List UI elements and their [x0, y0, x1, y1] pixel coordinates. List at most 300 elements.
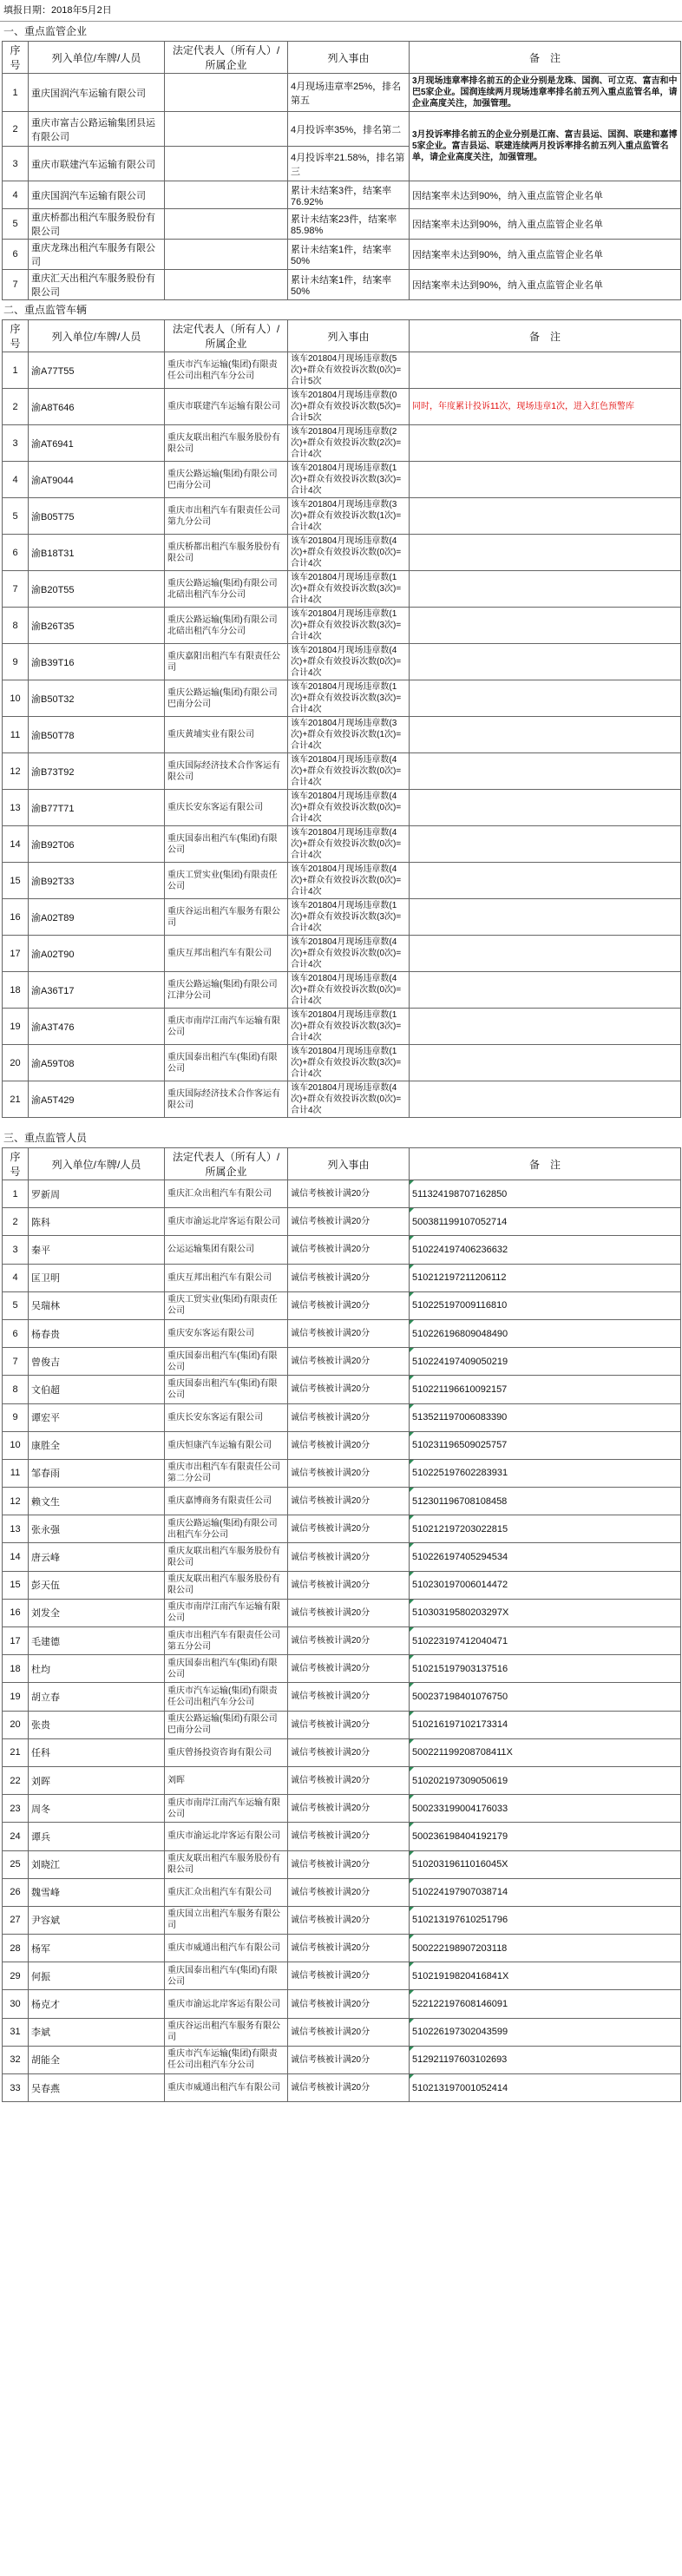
- table-row: [3, 1208, 681, 1236]
- row-note: 510202197309050619: [410, 1766, 681, 1794]
- row-reason: 诚信考核被计满20分: [288, 1571, 410, 1599]
- row-no: 27: [3, 1906, 29, 1934]
- table-row: [3, 1906, 681, 1934]
- table-row: [3, 1850, 681, 1878]
- row-no: 17: [3, 1627, 29, 1655]
- row-note: 51021919820416841X: [410, 1962, 681, 1990]
- table-row: [3, 1711, 681, 1738]
- row-unit: 何振: [29, 1962, 165, 1990]
- row-no: 6: [3, 240, 29, 270]
- row-unit: 罗新周: [29, 1180, 165, 1208]
- row-unit: 渝B92T33: [29, 863, 165, 899]
- row-reason: 4月投诉率21.58%，排名第三: [288, 147, 410, 181]
- row-unit: 渝B50T32: [29, 680, 165, 717]
- table-row: [3, 1488, 681, 1515]
- row-owner: 重庆国际经济技术合作客运有限公司: [165, 753, 288, 790]
- row-no: 6: [3, 1319, 29, 1347]
- row-no: 5: [3, 1291, 29, 1319]
- row-reason: 诚信考核被计满20分: [288, 1403, 410, 1431]
- row-no: 9: [3, 1403, 29, 1431]
- row-owner: 重庆市联建汽车运输有限公司: [165, 389, 288, 425]
- row-unit: 唐云峰: [29, 1543, 165, 1571]
- row-no: 11: [3, 717, 29, 753]
- row-unit: 吴春燕: [29, 2074, 165, 2102]
- row-unit: 渝B20T55: [29, 571, 165, 608]
- row-note: 500222198907203118: [410, 1935, 681, 1962]
- row-unit: 邹春雨: [29, 1459, 165, 1487]
- row-owner: 重庆长安东客运有限公司: [165, 790, 288, 826]
- row-note: 511324198707162850: [410, 1180, 681, 1208]
- row-reason: 诚信考核被计满20分: [288, 1935, 410, 1962]
- row-owner: [165, 181, 288, 209]
- row-owner: [165, 240, 288, 270]
- row-owner: 重庆市出租汽车有限责任公司第二分公司: [165, 1459, 288, 1487]
- row-owner: 重庆市威通出租汽车有限公司: [165, 1935, 288, 1962]
- row-reason: 诚信考核被计满20分: [288, 1459, 410, 1487]
- row-reason: 累计未结案1件，结案率50%: [288, 270, 410, 300]
- row-no: 10: [3, 1431, 29, 1459]
- row-reason: 累计未结案23件，结案率85.98%: [288, 209, 410, 240]
- row-note: 510230197006014472: [410, 1571, 681, 1599]
- row-note: 510223197412040471: [410, 1627, 681, 1655]
- section1-title: 一、重点监管企业: [3, 25, 88, 37]
- row-owner: 重庆国泰出租汽车(集团)有限公司: [165, 1655, 288, 1683]
- row-owner: 重庆桥都出租汽车服务股份有限公司: [165, 535, 288, 571]
- row-unit: 毛建德: [29, 1627, 165, 1655]
- row-unit: 谭宏平: [29, 1403, 165, 1431]
- row-unit: 渝AT6941: [29, 425, 165, 462]
- row-reason: 诚信考核被计满20分: [288, 1823, 410, 1850]
- row-note: [410, 790, 681, 826]
- row-reason: 诚信考核被计满20分: [288, 1683, 410, 1711]
- section3-table: [2, 1147, 681, 2102]
- row-note: 510226197302043599: [410, 2018, 681, 2046]
- header-reason: 列入事由: [288, 320, 410, 352]
- row-unit: 渝B05T75: [29, 498, 165, 535]
- row-no: 8: [3, 608, 29, 644]
- table-row: [3, 1403, 681, 1431]
- row-no: 3: [3, 425, 29, 462]
- row-reason: 4月投诉率35%，排名第二: [288, 112, 410, 147]
- row-reason: 诚信考核被计满20分: [288, 2074, 410, 2102]
- row-reason: 该车201804月现场违章数(4次)+群众有效投诉次数(0次)=合计4次: [288, 644, 410, 680]
- row-owner: 重庆长安东客运有限公司: [165, 1403, 288, 1431]
- row-owner: 重庆曾扬投资咨询有限公司: [165, 1738, 288, 1766]
- table-row: [3, 608, 681, 644]
- row-unit: 渝A5T429: [29, 1081, 165, 1118]
- row-note: 510225197602283931: [410, 1459, 681, 1487]
- table-row: [3, 1655, 681, 1683]
- row-reason: 累计未结案3件，结案率76.92%: [288, 181, 410, 209]
- row-no: 16: [3, 1599, 29, 1626]
- row-owner: 重庆国泰出租汽车(集团)有限公司: [165, 826, 288, 863]
- table-row: [3, 571, 681, 608]
- table-row: [3, 1571, 681, 1599]
- table-row: [3, 936, 681, 972]
- row-unit: 陈科: [29, 1208, 165, 1236]
- row-reason: 诚信考核被计满20分: [288, 1348, 410, 1376]
- row-unit: 尹容斌: [29, 1906, 165, 1934]
- row-note: 510231196509025757: [410, 1431, 681, 1459]
- row-note: 510226197405294534: [410, 1543, 681, 1571]
- row-no: 10: [3, 680, 29, 717]
- row-note: [410, 352, 681, 389]
- row-unit: 匡卫明: [29, 1264, 165, 1291]
- row-reason: 该车201804月现场违章数(4次)+群众有效投诉次数(0次)=合计4次: [288, 863, 410, 899]
- row-owner: 重庆公路运输(集团)有限公司巴南分公司: [165, 462, 288, 498]
- row-unit: 渝AT9044: [29, 462, 165, 498]
- table-row: [3, 972, 681, 1009]
- row-owner: 重庆国泰出租汽车(集团)有限公司: [165, 1045, 288, 1081]
- row-note: [410, 753, 681, 790]
- row-owner: 重庆工贸实业(集团)有限责任公司: [165, 1291, 288, 1319]
- row-note: [410, 644, 681, 680]
- row-note: 3月投诉率排名前五的企业分别是江南、富吉县运、国润、联建和嘉博5家企业。富吉县运、联建连续两月投诉率排名前五列入重点监管名单，请企业高度关注，加强管理。: [410, 112, 681, 181]
- table-row: [3, 1990, 681, 2018]
- row-owner: 重庆工贸实业(集团)有限责任公司: [165, 863, 288, 899]
- row-owner: 重庆市汽车运输(集团)有限责任公司出租汽车分公司: [165, 2046, 288, 2073]
- row-no: 15: [3, 1571, 29, 1599]
- row-reason: 该车201804月现场违章数(3次)+群众有效投诉次数(1次)=合计4次: [288, 498, 410, 535]
- row-owner: 重庆恒康汽车运输有限公司: [165, 1431, 288, 1459]
- row-note: 510226196809048490: [410, 1319, 681, 1347]
- row-no: 31: [3, 2018, 29, 2046]
- table-row: [3, 1180, 681, 1208]
- row-no: 9: [3, 644, 29, 680]
- row-no: 14: [3, 1543, 29, 1571]
- row-note: 500237198401076750: [410, 1683, 681, 1711]
- header-no: 序号: [3, 1148, 29, 1180]
- row-no: 32: [3, 2046, 29, 2073]
- row-unit: 胡能全: [29, 2046, 165, 2073]
- row-reason: 诚信考核被计满20分: [288, 2018, 410, 2046]
- table-row: [3, 1236, 681, 1264]
- row-owner: 重庆国泰出租汽车(集团)有限公司: [165, 1962, 288, 1990]
- table-row: [3, 1459, 681, 1487]
- row-reason: 诚信考核被计满20分: [288, 1962, 410, 1990]
- table-row: [3, 680, 681, 717]
- row-no: 15: [3, 863, 29, 899]
- row-owner: 重庆公路运输(集团)有限公司巴南分公司: [165, 1711, 288, 1738]
- row-note: 522122197608146091: [410, 1990, 681, 2018]
- table-row: [3, 753, 681, 790]
- row-no: 19: [3, 1009, 29, 1045]
- row-note: 510213197610251796: [410, 1906, 681, 1934]
- row-reason: 诚信考核被计满20分: [288, 1795, 410, 1823]
- row-owner: 重庆国立出租汽车服务有限公司: [165, 1906, 288, 1934]
- row-owner: 重庆公路运输(集团)有限公司出租汽车分公司: [165, 1515, 288, 1543]
- row-no: 23: [3, 1795, 29, 1823]
- row-reason: 诚信考核被计满20分: [288, 1180, 410, 1208]
- row-unit: 重庆汇天出租汽车服务股份有限公司: [29, 270, 165, 300]
- header-no: 序号: [3, 42, 29, 74]
- row-owner: 重庆嘉阳出租汽车有限责任公司: [165, 644, 288, 680]
- row-owner: 重庆友联出租汽车服务股份有限公司: [165, 1543, 288, 1571]
- row-note: 因结案率未达到90%，纳入重点监管企业名单: [410, 209, 681, 240]
- row-unit: 渝B26T35: [29, 608, 165, 644]
- row-note: [410, 1045, 681, 1081]
- row-unit: 渝A8T646: [29, 389, 165, 425]
- row-reason: 该车201804月现场违章数(3次)+群众有效投诉次数(1次)=合计4次: [288, 717, 410, 753]
- row-owner: 重庆市出租汽车有限责任公司第五分公司: [165, 1627, 288, 1655]
- row-owner: 重庆汇众出租汽车有限公司: [165, 1878, 288, 1906]
- row-reason: 该车201804月现场违章数(1次)+群众有效投诉次数(3次)=合计4次: [288, 1045, 410, 1081]
- row-reason: 诚信考核被计满20分: [288, 1264, 410, 1291]
- row-no: 24: [3, 1823, 29, 1850]
- table-row: [3, 1627, 681, 1655]
- row-unit: 渝A36T17: [29, 972, 165, 1009]
- row-unit: 胡立春: [29, 1683, 165, 1711]
- table-row: [3, 1962, 681, 1990]
- row-unit: 重庆市联建汽车运输有限公司: [29, 147, 165, 181]
- header-reason: 列入事由: [288, 1148, 410, 1180]
- row-unit: 康胜全: [29, 1431, 165, 1459]
- row-owner: 重庆市渝运北岸客运有限公司: [165, 1208, 288, 1236]
- row-note: 3月现场违章率排名前五的企业分别是龙珠、国润、可立克、富吉和中巴5家企业。国润连续两月现场违章率排名前五列入重点监管名单，请企业高度关注，加强管理。: [410, 74, 681, 112]
- header-reason: 列入事由: [288, 42, 410, 74]
- row-note: [410, 863, 681, 899]
- section3-title: 三、重点监管人员: [3, 1132, 88, 1144]
- row-unit: 曾俊吉: [29, 1348, 165, 1376]
- row-unit: 渝B39T16: [29, 644, 165, 680]
- row-unit: 周冬: [29, 1795, 165, 1823]
- row-note: [410, 462, 681, 498]
- row-reason: 诚信考核被计满20分: [288, 1208, 410, 1236]
- row-unit: 重庆国润汽车运输有限公司: [29, 181, 165, 209]
- row-note: [410, 608, 681, 644]
- row-no: 3: [3, 1236, 29, 1264]
- row-owner: 重庆公路运输(集团)有限公司北碚出租汽车分公司: [165, 571, 288, 608]
- row-no: 11: [3, 1459, 29, 1487]
- row-owner: [165, 209, 288, 240]
- row-reason: 该车201804月现场违章数(2次)+群众有效投诉次数(2次)=合计4次: [288, 425, 410, 462]
- row-unit: 渝B18T31: [29, 535, 165, 571]
- table-row: [3, 1795, 681, 1823]
- section2-title: 二、重点监管车辆: [3, 304, 88, 316]
- row-owner: 重庆国际经济技术合作客运有限公司: [165, 1081, 288, 1118]
- row-note: [410, 1081, 681, 1118]
- row-no: 7: [3, 571, 29, 608]
- row-unit: 刘晖: [29, 1766, 165, 1794]
- row-reason: 该车201804月现场违章数(4次)+群众有效投诉次数(0次)=合计4次: [288, 936, 410, 972]
- row-no: 21: [3, 1081, 29, 1118]
- row-note: 510224197409050219: [410, 1348, 681, 1376]
- row-note: 510215197903137516: [410, 1655, 681, 1683]
- row-owner: 重庆国泰出租汽车(集团)有限公司: [165, 1348, 288, 1376]
- header-owner: 法定代表人（所有人）/所属企业: [165, 42, 288, 74]
- row-no: 2: [3, 112, 29, 147]
- row-note: [410, 425, 681, 462]
- row-reason: 该车201804月现场违章数(4次)+群众有效投诉次数(0次)=合计4次: [288, 753, 410, 790]
- table-row: [3, 498, 681, 535]
- row-no: 1: [3, 1180, 29, 1208]
- row-reason: 诚信考核被计满20分: [288, 1906, 410, 1934]
- row-reason: 该车201804月现场违章数(4次)+群众有效投诉次数(0次)=合计4次: [288, 826, 410, 863]
- fill-date: 填报日期：2018年5月2日: [0, 0, 682, 22]
- row-no: 7: [3, 270, 29, 300]
- row-owner: 重庆市威通出租汽车有限公司: [165, 2074, 288, 2102]
- row-reason: 该车201804月现场违章数(1次)+群众有效投诉次数(3次)=合计4次: [288, 680, 410, 717]
- row-no: 2: [3, 389, 29, 425]
- row-unit: 渝B92T06: [29, 826, 165, 863]
- table-row: [3, 1878, 681, 1906]
- row-unit: 刘发全: [29, 1599, 165, 1626]
- row-unit: 魏雪峰: [29, 1878, 165, 1906]
- row-note: 51030319580203297X: [410, 1599, 681, 1626]
- row-unit: 重庆龙珠出租汽车服务有限公司: [29, 240, 165, 270]
- row-owner: 刘晖: [165, 1766, 288, 1794]
- row-reason: 诚信考核被计满20分: [288, 1738, 410, 1766]
- row-no: 2: [3, 1208, 29, 1236]
- table-row: [3, 1515, 681, 1543]
- row-owner: 重庆市南岸江南汽车运输有限公司: [165, 1599, 288, 1626]
- row-reason: 诚信考核被计满20分: [288, 1599, 410, 1626]
- table-row: [3, 1009, 681, 1045]
- header-note: 备 注: [410, 320, 681, 352]
- row-no: 33: [3, 2074, 29, 2102]
- table-row: [3, 644, 681, 680]
- row-no: 20: [3, 1045, 29, 1081]
- row-owner: [165, 147, 288, 181]
- table-row: [3, 1738, 681, 1766]
- row-unit: 杨克才: [29, 1990, 165, 2018]
- row-note: [410, 717, 681, 753]
- row-no: 1: [3, 352, 29, 389]
- row-unit: 渝A3T476: [29, 1009, 165, 1045]
- row-reason: 诚信考核被计满20分: [288, 1878, 410, 1906]
- row-reason: 该车201804月现场违章数(1次)+群众有效投诉次数(3次)=合计4次: [288, 899, 410, 936]
- section2-rows: [3, 352, 681, 1118]
- row-no: 25: [3, 1850, 29, 1878]
- table-row: [3, 2046, 681, 2073]
- row-unit: 渝B77T71: [29, 790, 165, 826]
- row-note: [410, 498, 681, 535]
- row-note: 512301196708108458: [410, 1488, 681, 1515]
- row-reason: 诚信考核被计满20分: [288, 1431, 410, 1459]
- row-owner: 重庆公路运输(集团)有限公司江津分公司: [165, 972, 288, 1009]
- row-reason: 该车201804月现场违章数(1次)+群众有效投诉次数(3次)=合计4次: [288, 1009, 410, 1045]
- table-row: [3, 1683, 681, 1711]
- table-row: [3, 1599, 681, 1626]
- row-reason: 该车201804月现场违章数(4次)+群众有效投诉次数(0次)=合计4次: [288, 1081, 410, 1118]
- table-row: [3, 425, 681, 462]
- table-row: [3, 1376, 681, 1403]
- row-reason: 该车201804月现场违章数(1次)+群众有效投诉次数(3次)=合计4次: [288, 571, 410, 608]
- row-note: [410, 680, 681, 717]
- row-note: 500221199208708411X: [410, 1738, 681, 1766]
- row-reason: 诚信考核被计满20分: [288, 1766, 410, 1794]
- row-reason: 诚信考核被计满20分: [288, 1291, 410, 1319]
- table-row: [3, 389, 681, 425]
- row-no: 21: [3, 1738, 29, 1766]
- row-owner: 重庆友联出租汽车服务股份有限公司: [165, 425, 288, 462]
- row-owner: 重庆互邦出租汽车有限公司: [165, 936, 288, 972]
- row-note: 同时，年度累计投诉11次，现场违章1次，进入红色预警库: [410, 389, 681, 425]
- row-note: 因结案率未达到90%，纳入重点监管企业名单: [410, 270, 681, 300]
- row-owner: 重庆汇众出租汽车有限公司: [165, 1180, 288, 1208]
- row-note: [410, 972, 681, 1009]
- table-row: [3, 2074, 681, 2102]
- row-no: 13: [3, 1515, 29, 1543]
- header-owner: 法定代表人（所有人）/所属企业: [165, 1148, 288, 1180]
- row-no: 16: [3, 899, 29, 936]
- row-note: [410, 826, 681, 863]
- row-reason: 该车201804月现场违章数(1次)+群众有效投诉次数(3次)=合计4次: [288, 462, 410, 498]
- row-note: 510213197001052414: [410, 2074, 681, 2102]
- row-no: 17: [3, 936, 29, 972]
- row-no: 12: [3, 753, 29, 790]
- row-reason: 累计未结案1件，结案率50%: [288, 240, 410, 270]
- row-note: [410, 571, 681, 608]
- table-row: [3, 717, 681, 753]
- row-reason: 4月现场违章率25%，排名第五: [288, 74, 410, 112]
- row-note: 510212197211206112: [410, 1264, 681, 1291]
- header-unit: 列入单位/车牌/人员: [29, 320, 165, 352]
- row-unit: 渝A59T08: [29, 1045, 165, 1081]
- row-no: 6: [3, 535, 29, 571]
- row-owner: 重庆友联出租汽车服务股份有限公司: [165, 1850, 288, 1878]
- row-no: 4: [3, 1264, 29, 1291]
- row-unit: 任科: [29, 1738, 165, 1766]
- row-unit: 渝B73T92: [29, 753, 165, 790]
- row-owner: 重庆国泰出租汽车(集团)有限公司: [165, 1376, 288, 1403]
- row-unit: 重庆桥都出租汽车服务股份有限公司: [29, 209, 165, 240]
- table-row: [3, 1935, 681, 1962]
- table-row: [3, 1081, 681, 1118]
- table-row: [3, 1823, 681, 1850]
- row-reason: 该车201804月现场违章数(0次)+群众有效投诉次数(5次)=合计5次: [288, 389, 410, 425]
- table-row: [3, 462, 681, 498]
- row-unit: 渝A77T55: [29, 352, 165, 389]
- row-unit: 杨军: [29, 1935, 165, 1962]
- table-row: [3, 863, 681, 899]
- row-no: 28: [3, 1935, 29, 1962]
- row-unit: 吴瑞林: [29, 1291, 165, 1319]
- table-row: [3, 1264, 681, 1291]
- row-unit: 刘晓江: [29, 1850, 165, 1878]
- row-reason: 诚信考核被计满20分: [288, 2046, 410, 2073]
- table-row: [3, 1045, 681, 1081]
- table-row: [3, 535, 681, 571]
- row-owner: 重庆互邦出租汽车有限公司: [165, 1264, 288, 1291]
- row-owner: 重庆市汽车运输(集团)有限责任公司出租汽车分公司: [165, 352, 288, 389]
- table-row: [3, 1543, 681, 1571]
- row-note: 51020319611016045X: [410, 1850, 681, 1878]
- row-no: 4: [3, 181, 29, 209]
- row-reason: 诚信考核被计满20分: [288, 1376, 410, 1403]
- row-owner: 重庆黄埔实业有限公司: [165, 717, 288, 753]
- header-owner: 法定代表人（所有人）/所属企业: [165, 320, 288, 352]
- row-owner: 重庆公路运输(集团)有限公司北碚出租汽车分公司: [165, 608, 288, 644]
- row-unit: 张贵: [29, 1711, 165, 1738]
- row-owner: [165, 270, 288, 300]
- table-row: [3, 1291, 681, 1319]
- row-owner: 重庆市汽车运输(集团)有限责任公司出租汽车分公司: [165, 1683, 288, 1711]
- header-unit: 列入单位/车牌/人员: [29, 42, 165, 74]
- row-unit: 赖文生: [29, 1488, 165, 1515]
- row-note: [410, 1009, 681, 1045]
- row-no: 1: [3, 74, 29, 112]
- row-note: [410, 535, 681, 571]
- row-owner: 重庆市渝运北岸客运有限公司: [165, 1990, 288, 2018]
- row-reason: 诚信考核被计满20分: [288, 1655, 410, 1683]
- row-no: 5: [3, 498, 29, 535]
- row-note: 512921197603102693: [410, 2046, 681, 2073]
- row-note: 500381199107052714: [410, 1208, 681, 1236]
- row-no: 3: [3, 147, 29, 181]
- row-owner: 重庆嘉博商务有限责任公司: [165, 1488, 288, 1515]
- row-unit: 彭天伍: [29, 1571, 165, 1599]
